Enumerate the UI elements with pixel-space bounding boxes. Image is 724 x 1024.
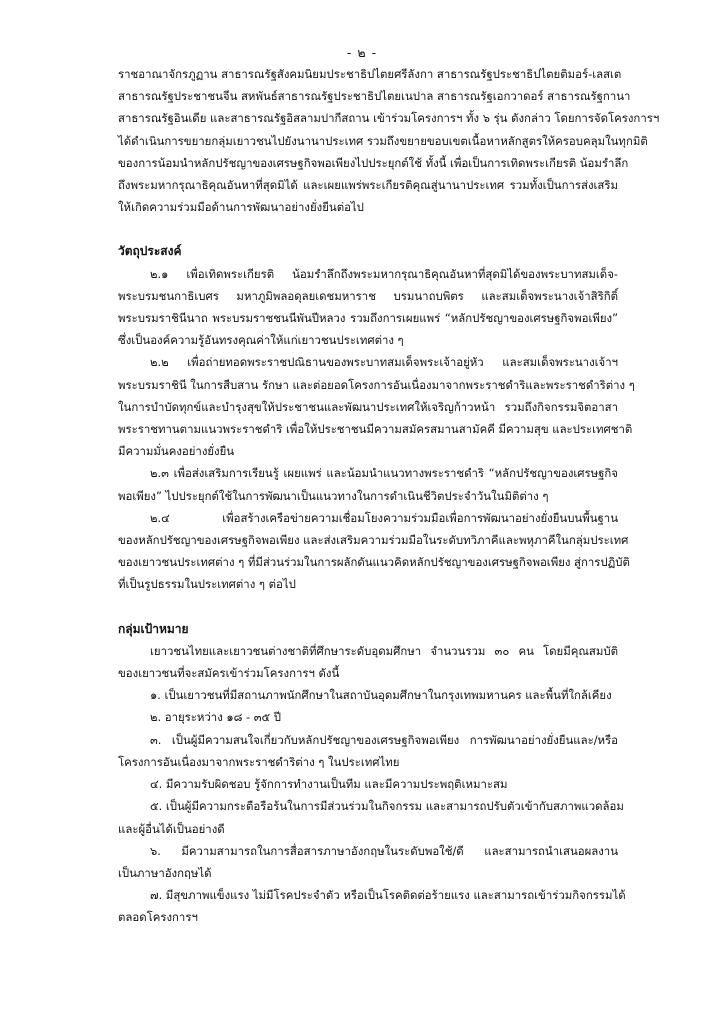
objective-item-line: ๒.๑ เพื่อเทิดพระเกียรติ น้อมรำลึกถึงพระมหากรุณาธิคุณอันหาที่สุดมิได้ของพระบาทสมเด็จ- [150,266,618,281]
qualification-item-line: ตลอดโครงการฯ [118,910,198,925]
paragraph-gap [118,596,618,618]
target-group-heading: กลุ่มเป้าหมาย [118,621,189,636]
objective-item-line: มีความมั่นคงอย่างยั่งยืน [118,444,235,459]
intro-paragraph-line: ราชอาณาจักรภูฏาน สาธารณรัฐสังคมนิยมประชาธิปไตยศรีลังกา สาธารณรัฐประชาธิปไตยติมอร์-เลสเต [118,67,622,81]
qualification-item-line: ๓. เป็นผู้มีความสนใจเกี่ยวกับหลักปรัชญาของเศรษฐกิจพอเพียง การพัฒนาอย่างยั่งยืนและ/หรือ [150,732,618,747]
objective-item-line: ของเยาวชนประเทศต่าง ๆ ที่มีส่วนร่วมในการผลักดันแนวคิดหลักปรัชญาของเศรษฐกิจพอเพียง สู่การปฏิบัติ [118,555,630,570]
target-intro-line: ของเยาวชนที่จะสมัครเข้าร่วมโครงการฯ ดังนี้ [118,666,340,681]
intro-paragraph-line: ถึงพระมหากรุณาธิคุณอันหาที่สุดมิได้ และเผยแพร่พระเกียรติคุณสู่นานาประเทศ รวมทั้งเป็นการส่งเสริม [118,178,618,193]
qualification-item-line: เป็นภาษาอังกฤษได้ [118,865,212,880]
qualification-item-line: ๗. มีสุขภาพแข็งแรง ไม่มีโรคประจำตัว หรือเป็นโรคติดต่อร้ายแรง และสามารถเข้าร่วมกิจกรรมได้ [150,888,626,903]
objective-item-line: พระบรมราชินีนาถ พระบรมราชชนนีพันปีหลวง รวมถึงการเผยแพร่ “หลักปรัชญาของเศรษฐกิจพอเพียง” [118,311,618,326]
paragraph-gap [118,218,618,240]
objective-item-line: ที่เป็นรูปธรรมในประเทศต่าง ๆ ต่อไป [118,577,296,592]
page-number: - ๒ - [346,45,378,60]
objective-item-line: ของหลักปรัชญาของเศรษฐกิจพอเพียง และส่งเสริมความร่วมมือในระดับทวิภาคีและพหุภาคีในกลุ่มประเทศ [118,533,629,548]
objective-item-line: ๒.๓ เพื่อส่งเสริมการเรียนรู้ เผยแพร่ และน้อมนำแนวทางพระราชดำริ “หลักปรัชญาของเศรษฐกิจ [150,466,618,481]
document-body [118,63,660,929]
objective-item-line: ในการบำบัดทุกข์และบำรุงสุขให้ประชาชนและพัฒนาประเทศให้เจริญก้าวหน้า รวมถึงกิจกรรมจิตอาสา [118,399,618,414]
intro-paragraph-line: ของการน้อมนำหลักปรัชญาของเศรษฐกิจพอเพียงไปประยุกต์ใช้ ทั้งนี้ เพื่อเป็นการเทิดพระเกียรติ น้อมรำลึก [118,155,629,170]
objective-item-line: ๒.๔ เพื่อสร้างเครือข่ายความเชื่อมโยงความร่วมมือเพื่อการพัฒนาอย่างยั่งยืนบนพื้นฐาน [150,510,618,525]
objective-item-line: พระบรมราชินี ในการสืบสาน รักษา และต่อยอดโครงการอันเนื่องมาจากพระราชดำริและพระราชดำริต่าง ๆ [118,377,635,392]
objective-item-line: พระราชทานตามแนวพระราชดำริ เพื่อให้ประชาชนมีความสมัครสมานสามัคคี มีความสุข และประเทศชาติ [118,422,633,437]
qualification-item-line: ๑. เป็นเยาวชนที่มีสถานภาพนักศึกษาในสถาบันอุดมศึกษาในกรุงเทพมหานคร และพื้นที่ใกล้เคียง [150,688,612,703]
qualification-item-line: ๔. มีความรับผิดชอบ รู้จักการทำงานเป็นทีม และมีความประพฤติเหมาะสม [150,777,508,792]
objective-item-line: ซึ่งเป็นองค์ความรู้อันทรงคุณค่าให้แก่เยาวชนประเทศต่าง ๆ [118,333,404,348]
intro-paragraph-line: ให้เกิดความร่วมมือด้านการพัฒนาอย่างยั่งยืนต่อไป [118,200,364,215]
qualification-item-line: ๕. เป็นผู้มีความกระตือรือร้นในการมีส่วนร่วมในกิจกรรม และสามารถปรับตัวเข้ากับสภาพแวดล้อม [150,799,624,814]
qualification-item-line: ๒. อายุระหว่าง ๑๘ - ๓๕ ปี [150,710,282,725]
intro-paragraph-line: สาธารณรัฐอินเดีย และสาธารณรัฐอิสลามปากีสถาน เข้าร่วมโครงการฯ ทั้ง ๖ รุ่น ดังกล่าว โดยการจัดโครงการฯ [118,111,660,126]
objective-item-line: พระบรมชนกาธิเบศร มหาภูมิพลอดุลยเดชมหาราช บรมนาถบพิตร และสมเด็จพระนางเจ้าสิริกิติ์ [118,288,618,303]
qualification-item-line: โครงการอันเนื่องมาจากพระราชดำริต่าง ๆ ในประเทศไทย [118,754,400,769]
objectives-heading: วัตถุประสงค์ [118,244,182,259]
qualification-item-line: ๖. มีความสามารถในการสื่อสารภาษาอังกฤษในระดับพอใช้/ดี และสามารถนำเสนอผลงาน [150,843,618,858]
objective-item-line: พอเพียง” ไปประยุกต์ใช้ในการพัฒนาเป็นแนวทางในการดำเนินชีวิตประจำวันในมิติต่าง ๆ [118,488,549,503]
target-intro-line: เยาวชนไทยและเยาวชนต่างชาติที่ศึกษาระดับอุดมศึกษา จำนวนรวม ๓๐ คน โดยมีคุณสมบัติ [150,643,618,658]
objective-item-line: ๒.๒ เพื่อถ่ายทอดพระราชปณิธานของพระบาทสมเด็จพระเจ้าอยู่หัว และสมเด็จพระนางเจ้าฯ [150,355,618,370]
intro-paragraph-line: สาธารณรัฐประชาชนจีน สหพันธ์สาธารณรัฐประชาธิปไตยเนปาล สาธารณรัฐเอกวาดอร์ สาธารณรัฐกานา [118,89,631,104]
intro-paragraph-line: ได้ดำเนินการขยายกลุ่มเยาวชนไปยังนานาประเทศ รวมถึงขยายขอบเขตเนื้อหาหลักสูตรให้ครอบคลุมในทุกมิติ [118,133,648,148]
qualification-item-line: และผู้อื่นได้เป็นอย่างดี [118,821,225,836]
